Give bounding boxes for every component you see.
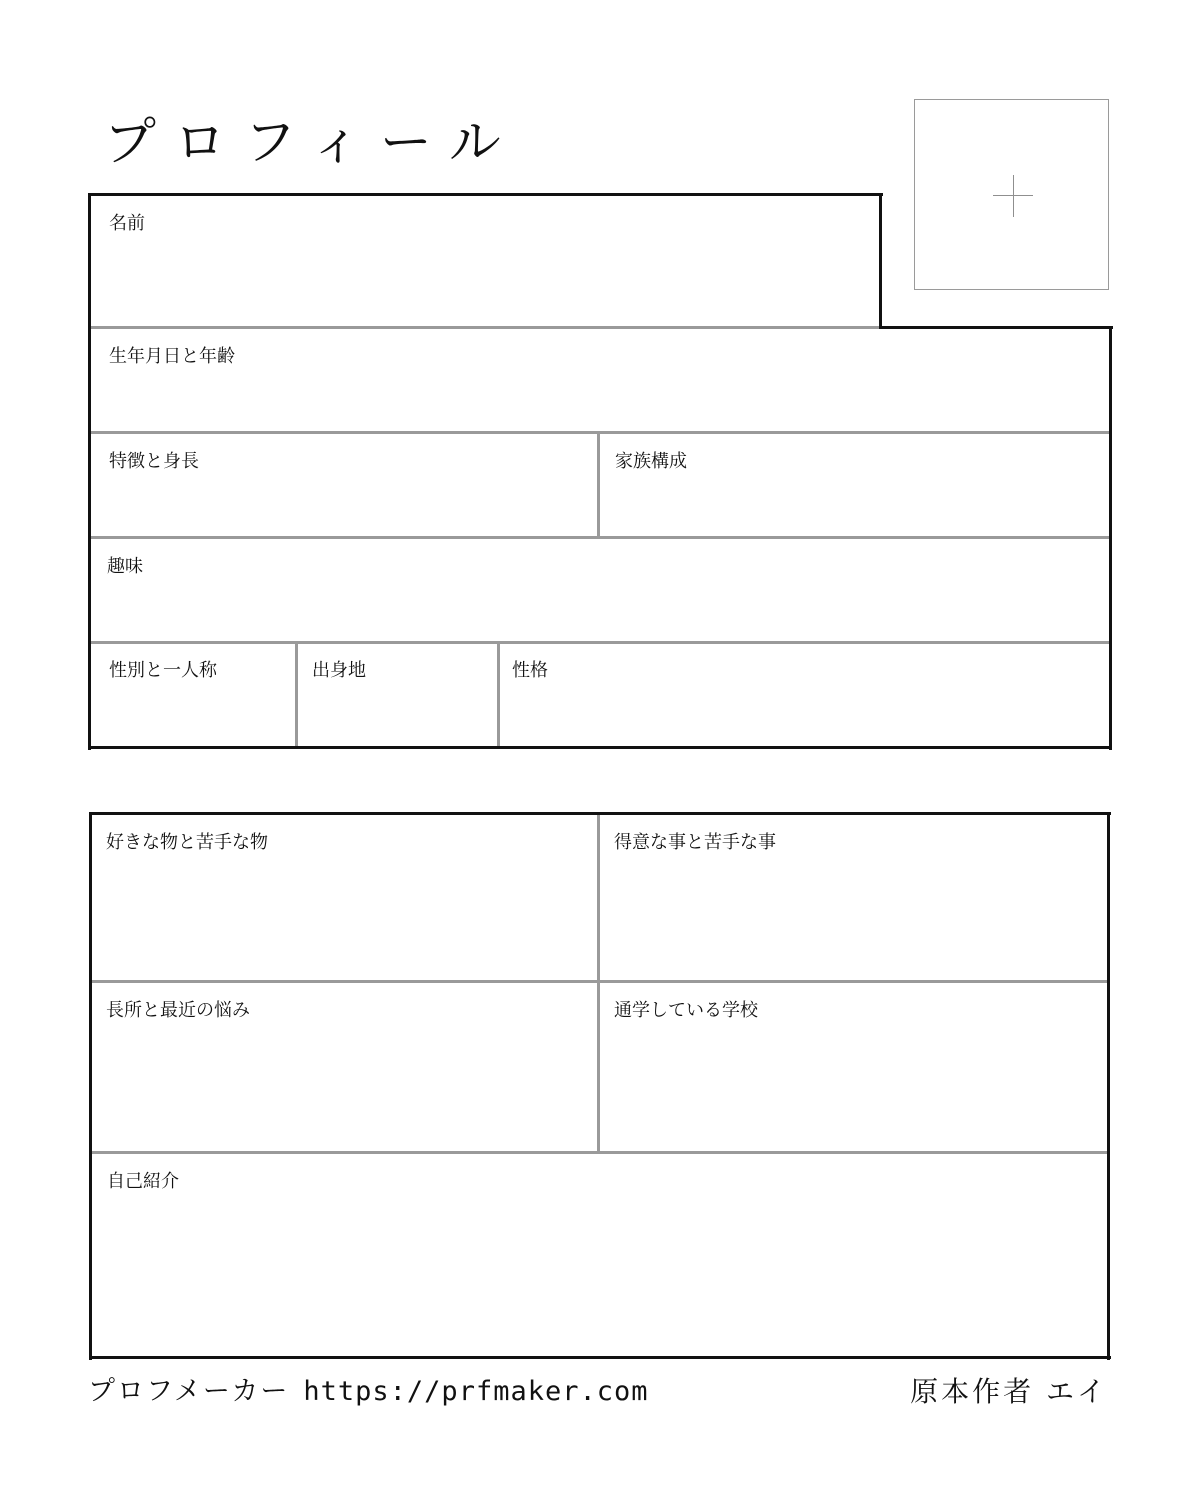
divider [597,815,600,1153]
border [879,326,1113,329]
divider [91,431,1109,434]
photo-upload-box[interactable] [914,99,1109,290]
name-label: 名前 [109,213,145,234]
strengths-weaknesses-field[interactable] [601,816,1107,980]
personality-field[interactable] [500,644,1109,746]
border [1109,326,1112,750]
merits-worries-label: 長所と最近の悩み [106,1000,250,1021]
border [89,812,92,1360]
self-intro-field[interactable] [92,1155,1107,1356]
border [88,746,1112,749]
birthday-age-field[interactable] [91,330,1109,432]
divider [92,980,1107,983]
likes-dislikes-label: 好きな物と苦手な物 [106,832,268,853]
hometown-field[interactable] [299,644,497,746]
self-intro-label: 自己紹介 [107,1171,179,1192]
maker-url-link[interactable]: https://prfmaker.com [303,1376,649,1407]
school-label: 通学している学校 [614,1000,758,1021]
merits-worries-field[interactable] [92,984,598,1151]
page-title: プロフィール [104,113,519,173]
divider [497,644,500,746]
border [879,193,882,329]
divider [295,644,298,746]
personality-label: 性格 [512,660,548,681]
family-field[interactable] [601,435,1109,537]
hobby-field[interactable] [91,540,1109,641]
likes-dislikes-field[interactable] [92,816,598,980]
border [1107,812,1110,1360]
divider [91,536,1109,539]
border [89,812,1111,815]
gender-pronoun-field[interactable] [91,644,296,746]
author-credit: 原本作者 エイ [910,1375,1108,1408]
border [89,1356,1111,1359]
name-field[interactable] [91,197,879,327]
footer-credit [88,1374,649,1410]
border [88,193,883,196]
divider [597,434,600,537]
features-height-field[interactable] [91,435,598,537]
hobby-label: 趣味 [107,556,143,577]
border [88,193,91,750]
hometown-label: 出身地 [312,660,366,681]
strengths-weaknesses-label: 得意な事と苦手な事 [614,832,776,853]
family-label: 家族構成 [615,451,687,472]
gender-pronoun-label: 性別と一人称 [109,660,217,681]
divider [91,326,879,329]
school-field[interactable] [601,984,1107,1151]
divider [91,641,1109,644]
features-height-label: 特徴と身長 [109,451,199,472]
maker-name: プロフメーカー [88,1376,290,1407]
divider [92,1151,1107,1154]
birthday-age-label: 生年月日と年齢 [109,346,235,367]
